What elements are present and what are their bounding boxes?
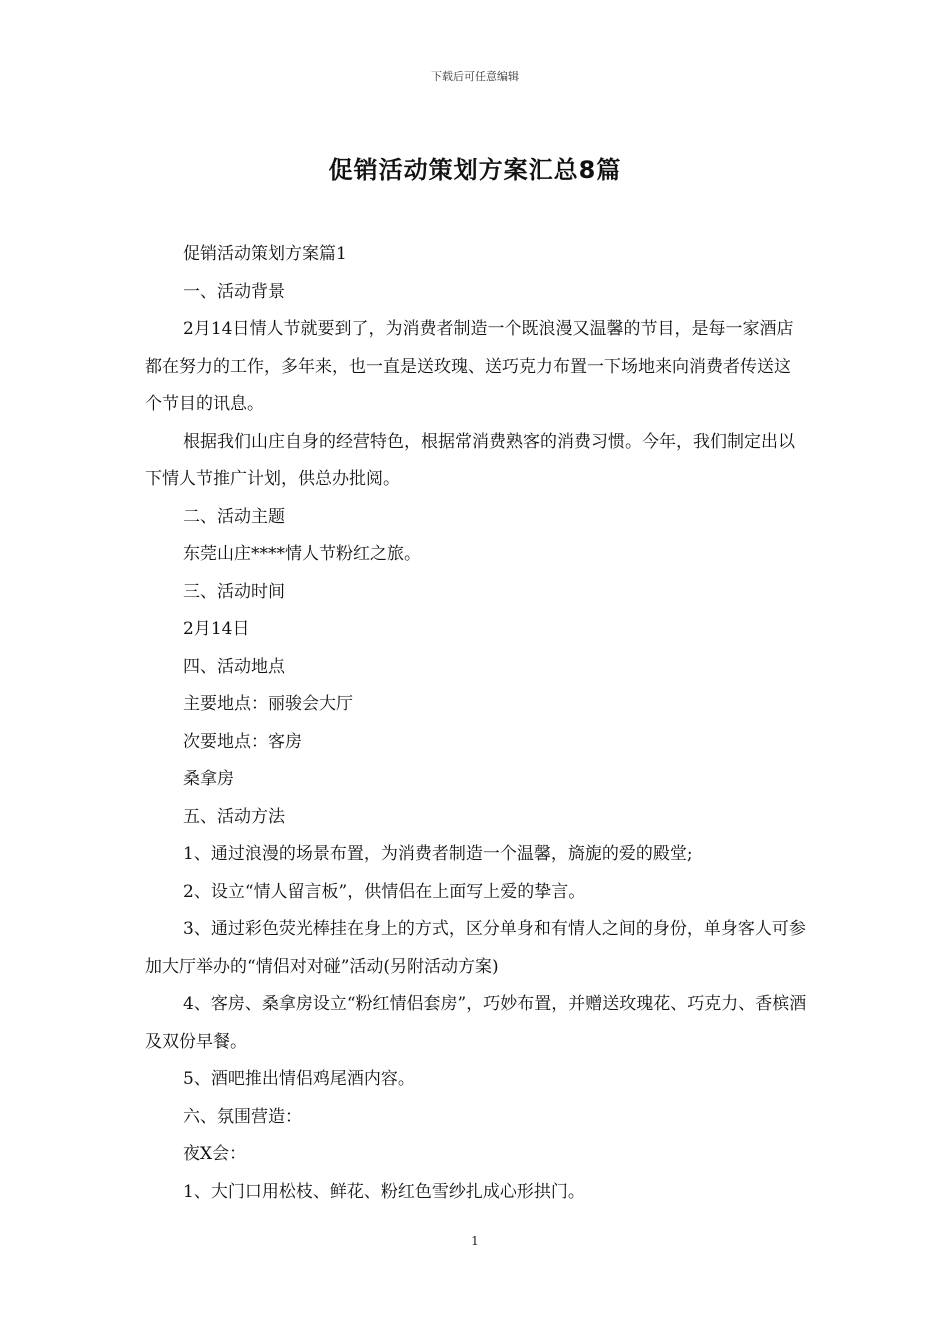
list-item: 5、酒吧推出情侣鸡尾酒内容。 [183,1069,415,1089]
list-item: 3、通过彩色荧光棒挂在身上的方式，区分单身和有情人之间的身份，单身客人可参加大厅举办的“情侣对对碰”活动(另附活动方案) [145,919,806,977]
section-heading: 二、活动主题 [183,506,285,527]
list-item: 4、客房、桑拿房设立“粉红情侣套房”，巧妙布置，并赠送玫瑰花、巧克力、香槟酒及双份早餐。 [145,994,807,1052]
paragraph: 2月14日情人节就要到了，为消费者制造一个既浪漫又温馨的节目，是每一家酒店都在努力的工作，多年来，也一直是送玫瑰、送巧克力布置一下场地来向消费者传送这个节目的讯息。 [145,319,794,414]
list-item: 2、设立“情人留言板”，供情侣在上面写上爱的挚言。 [183,881,586,902]
paragraph: 桑拿房 [183,769,234,789]
paragraph: 东莞山庄****情人节粉红之旅。 [183,544,421,564]
section-heading: 三、活动时间 [183,581,285,602]
section-heading: 五、活动方法 [183,806,285,827]
list-item: 1、大门口用松枝、鲜花、粉红色雪纱扎成心形拱门。 [183,1181,585,1202]
paragraph: 主要地点：丽骏会大厅 [183,694,353,714]
page-number: 1 [471,1234,479,1248]
paragraph: 根据我们山庄自身的经营特色，根据常消费熟客的消费习惯。今年，我们制定出以下情人节推广计划，供总办批阅。 [145,431,795,489]
paragraph: 夜X会： [183,1144,247,1164]
document-title: 促销活动策划方案汇总8篇 [328,156,622,184]
list-item: 1、通过浪漫的场景布置，为消费者制造一个温馨，旖旎的爱的殿堂; [183,844,693,864]
document-body [145,236,807,1211]
section-heading: 四、活动地点 [183,656,285,677]
section-heading: 一、活动背景 [183,281,285,302]
section-heading: 六、氛围营造： [183,1106,302,1127]
paragraph: 次要地点：客房 [183,731,302,752]
paragraph: 2月14日 [183,619,250,639]
page-header-note: 下载后可任意编辑 [431,70,519,83]
paragraph: 促销活动策划方案篇1 [183,244,347,264]
